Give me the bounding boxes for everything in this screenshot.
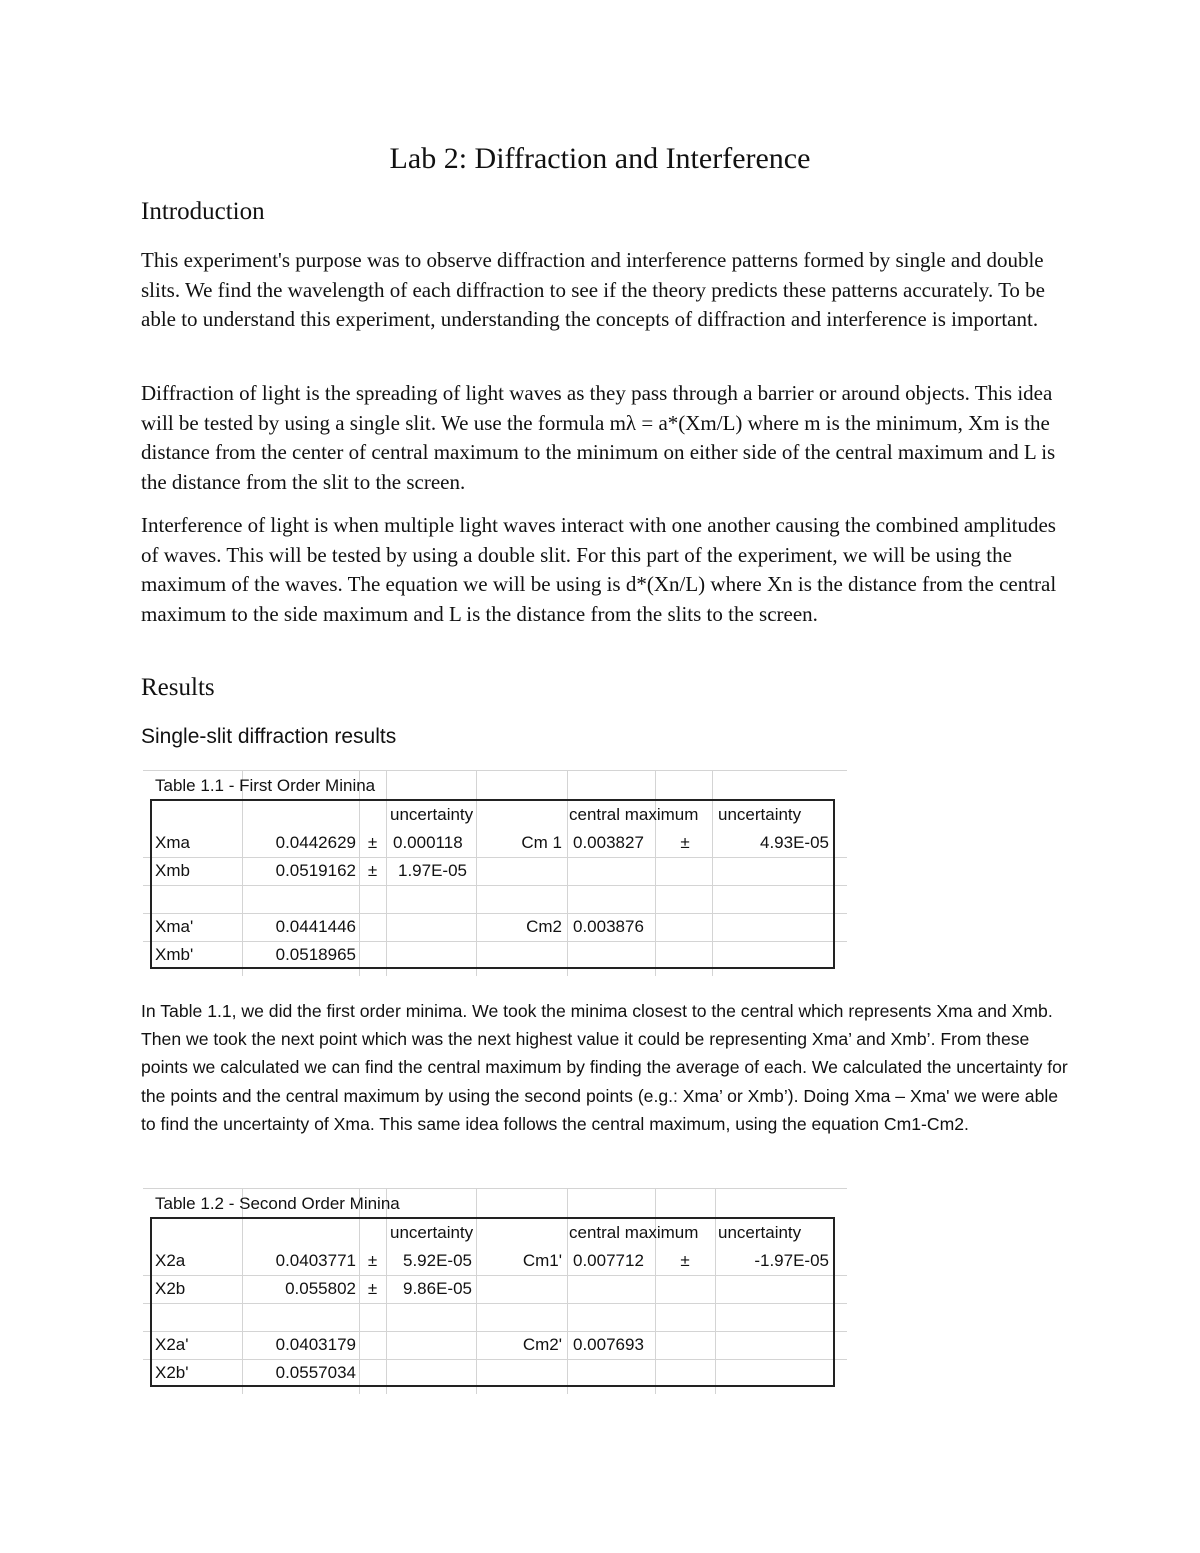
row-label: Xmb (155, 861, 190, 880)
intro-paragraph-1: This experiment's purpose was to observe diffraction and interference patterns formed by single and double slits. We find the wavelength of each diffraction to see if the theory predicts these patterns accurately. To be able to understand this experiment, understanding the concepts of diffraction and interference is important. (141, 248, 1045, 331)
plus-minus-symbol: ± (367, 833, 378, 852)
row-value: 0.055802 (285, 1279, 356, 1298)
central-label: Cm2 (526, 917, 562, 936)
table-1-1-paragraph: In Table 1.1, we did the first order minima. We took the minima closest to the central which represents Xma and Xmb. Then we took the next point which was the next highest value it could be representing Xma’ and Xmb’. From these points we calculated we can find the central maximum by finding the average of each. We calculated the uncertainty for the points and the central maximum by using the second points (e.g.: Xma’ or Xmb’). Doing Xma – Xma' we were able to find the uncertainty of Xma. This same idea follows the central maximum, using the equation Cm1-Cm2. (141, 1001, 1068, 1134)
column-header-central-maximum: central maximum (569, 805, 699, 824)
plus-minus-symbol: ± (367, 1279, 378, 1298)
table-caption: Table 1.2 - Second Order Minina (155, 1194, 400, 1213)
column-header-central-maximum: central maximum (569, 1223, 699, 1242)
row-value: 0.0519162 (275, 861, 356, 880)
plus-minus-symbol: ± (680, 833, 690, 852)
row-value: 0.0442629 (275, 833, 356, 852)
plus-minus-symbol: ± (367, 861, 378, 880)
single-slit-heading: Single-slit diffraction results (141, 725, 397, 748)
introduction-heading: Introduction (141, 198, 265, 225)
row-label: X2a (155, 1251, 186, 1270)
central-label: Cm2' (522, 1335, 562, 1354)
row-label: Xmb' (155, 945, 194, 964)
table-caption: Table 1.1 - First Order Minina (155, 776, 376, 795)
row-uncertainty: 0.000118 (393, 833, 463, 852)
row-label: X2a' (155, 1335, 189, 1354)
central-value: 0.003876 (573, 917, 644, 936)
central-uncertainty: -1.97E-05 (754, 1251, 829, 1270)
page-title: Lab 2: Diffraction and Interference (389, 142, 811, 175)
row-value: 0.0557034 (275, 1363, 356, 1382)
row-label: X2b (155, 1279, 186, 1298)
intro-paragraph-2: Diffraction of light is the spreading of light waves as they pass through a barrier or around objects. This idea will be tested by using a single slit. We use the formula mλ = a*(Xm/L) where m is the minimum, Xm is the distance from the center of central maximum to the minimum on either side of the central maximum and L is the distance from the slit to the screen. (141, 381, 1056, 494)
column-header-uncertainty: uncertainty (390, 1223, 474, 1242)
central-label: Cm1' (522, 1251, 562, 1270)
row-label: X2b' (155, 1363, 189, 1382)
central-value: 0.003827 (573, 833, 644, 852)
plus-minus-symbol: ± (680, 1251, 690, 1270)
column-header-uncertainty: uncertainty (390, 805, 474, 824)
central-value: 0.007693 (573, 1335, 644, 1354)
row-uncertainty: 1.97E-05 (398, 861, 467, 880)
row-value: 0.0403771 (275, 1251, 356, 1270)
results-heading: Results (141, 674, 215, 701)
row-value: 0.0403179 (275, 1335, 356, 1354)
central-uncertainty: 4.93E-05 (760, 833, 829, 852)
central-value: 0.007712 (573, 1251, 644, 1270)
row-uncertainty: 5.92E-05 (403, 1251, 472, 1270)
row-label: Xma' (155, 917, 194, 936)
central-label: Cm 1 (521, 833, 562, 852)
row-value: 0.0518965 (275, 945, 356, 964)
column-header-uncertainty-2: uncertainty (718, 1223, 802, 1242)
intro-paragraph-3: Interference of light is when multiple light waves interact with one another causing the combined amplitudes of waves. This will be tested by using a double slit. For this part of the experiment, we will be using the maximum of the waves. The equation we will be using is d*(Xn/L) where Xn is the distance from the central maximum to the side maximum and L is the distance from the slits to the screen. (141, 513, 1057, 626)
row-label: Xma (155, 833, 190, 852)
column-header-uncertainty-2: uncertainty (718, 805, 802, 824)
row-value: 0.0441446 (275, 917, 356, 936)
row-uncertainty: 9.86E-05 (403, 1279, 472, 1298)
plus-minus-symbol: ± (367, 1251, 378, 1270)
